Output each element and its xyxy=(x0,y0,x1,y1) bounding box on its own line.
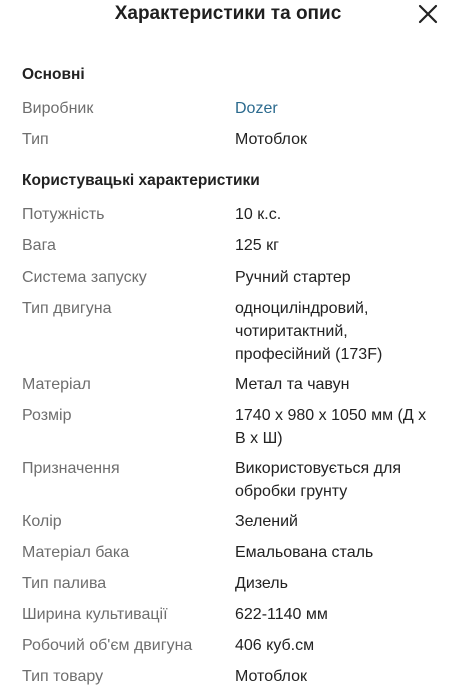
spec-label: Розмір xyxy=(22,407,72,424)
spec-label: Робочий об'єм двигуна xyxy=(22,637,193,654)
spec-row-fuel-type xyxy=(22,572,442,595)
spec-row-size xyxy=(22,404,442,450)
section-title: Основні xyxy=(22,66,85,83)
spec-row-tank-material xyxy=(22,541,442,564)
spec-value: 10 к.с. xyxy=(235,206,282,223)
spec-row-product-type xyxy=(22,665,442,688)
spec-value: одноциліндровий, чотиритактний, професійний (173F) xyxy=(235,300,383,363)
spec-row-purpose xyxy=(22,457,442,503)
modal-header xyxy=(0,0,456,28)
spec-label: Виробник xyxy=(22,100,94,117)
spec-row-material xyxy=(22,373,442,396)
spec-value: Дизель xyxy=(235,575,288,592)
spec-row-engine-type xyxy=(22,297,442,366)
spec-label: Потужність xyxy=(22,206,105,223)
spec-label: Колір xyxy=(22,513,62,530)
spec-label: Тип xyxy=(22,131,49,148)
spec-value: Мотоблок xyxy=(235,668,307,685)
close-button[interactable] xyxy=(418,4,438,24)
spec-value: 622-1140 мм xyxy=(235,606,328,623)
spec-label: Система запуску xyxy=(22,269,147,286)
spec-label: Тип товару xyxy=(22,668,104,685)
manufacturer-link[interactable]: Dozer xyxy=(235,100,278,117)
spec-row-start-system xyxy=(22,266,442,289)
spec-row-color xyxy=(22,510,442,533)
spec-label: Тип двигуна xyxy=(22,300,112,317)
spec-value: Ручний стартер xyxy=(235,269,351,286)
spec-value: 406 куб.см xyxy=(235,637,315,654)
close-icon xyxy=(418,4,438,24)
spec-row-engine-volume xyxy=(22,634,442,657)
spec-value: 125 кг xyxy=(235,237,279,254)
modal-title: Характеристики та опис xyxy=(114,3,342,24)
spec-row-weight xyxy=(22,234,442,257)
spec-row-power xyxy=(22,203,442,226)
spec-value: Емальована сталь xyxy=(235,544,374,561)
spec-value: 1740 х 980 х 1050 мм (Д х В х Ш) xyxy=(235,407,427,447)
spec-label: Матеріал бака xyxy=(22,544,130,561)
section-main xyxy=(22,62,442,88)
spec-row-manufacturer xyxy=(22,97,442,120)
spec-value: Зелений xyxy=(235,513,298,530)
section-user-specs xyxy=(22,168,442,194)
spec-value: Використовується для обробки грунту xyxy=(235,460,401,500)
section-title: Користувацькі характеристики xyxy=(22,172,260,189)
spec-row-cultivation-width xyxy=(22,603,442,626)
spec-value: Мотоблок xyxy=(235,131,307,148)
spec-label: Вага xyxy=(22,237,56,254)
spec-row-type xyxy=(22,128,442,151)
spec-value: Метал та чавун xyxy=(235,376,350,393)
spec-label: Призначення xyxy=(22,460,120,477)
spec-label: Ширина культивації xyxy=(22,606,168,623)
spec-label: Матеріал xyxy=(22,376,91,393)
spec-label: Тип палива xyxy=(22,575,107,592)
